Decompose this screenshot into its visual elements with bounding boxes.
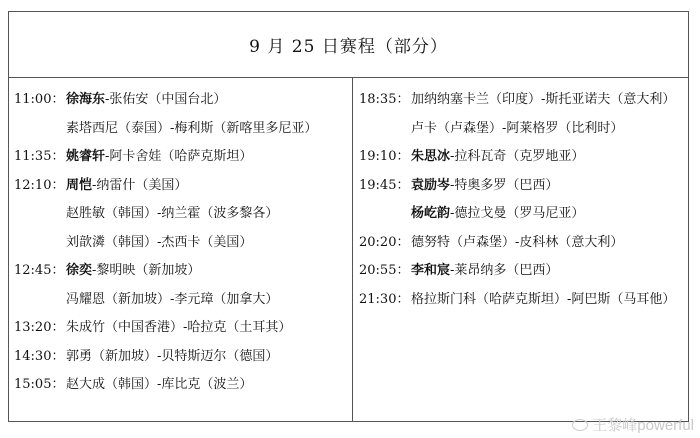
match-row xyxy=(359,86,684,115)
match-row xyxy=(359,286,684,315)
match-time: 19:45： xyxy=(359,177,410,193)
chinese-player: 袁励岑 xyxy=(411,177,451,193)
match-time: 12:10： xyxy=(14,177,65,193)
chinese-player: 朱思冰 xyxy=(411,149,451,164)
match-time xyxy=(14,200,66,229)
column-divider xyxy=(352,78,353,421)
match-row xyxy=(14,343,344,372)
match-detail: -黎明映（新加坡） xyxy=(92,263,201,278)
match-time: 18:35： xyxy=(359,92,410,107)
match-time xyxy=(359,200,411,229)
match-detail: -特奥多罗（巴西） xyxy=(450,177,559,193)
match-row xyxy=(14,200,344,229)
match-detail: 加纳纳塞卡兰（印度）-斯托亚诺夫（意大利） xyxy=(411,92,676,107)
match-row xyxy=(359,257,684,286)
match-detail: 朱成竹（中国香港）-哈拉克（土耳其） xyxy=(66,320,292,335)
weibo-icon xyxy=(572,419,588,431)
match-time: 14:30： xyxy=(14,348,65,364)
match-row xyxy=(14,314,344,343)
title-row xyxy=(9,12,688,78)
match-row xyxy=(359,229,684,258)
match-detail: -莱昂纳多（巴西） xyxy=(450,263,559,278)
match-time xyxy=(14,229,66,258)
match-detail: 素塔西尼（泰国）-梅利斯（新喀里多尼亚） xyxy=(66,120,318,136)
match-time: 11:35： xyxy=(14,149,65,164)
chinese-player: 姚睿轩 xyxy=(66,149,106,164)
chinese-player: 徐奕 xyxy=(66,263,93,278)
match-detail: 刘歆潾（韩国）-杰西卡（美国） xyxy=(66,234,253,250)
match-detail: -阿卡舍娃（哈萨克斯坦） xyxy=(105,149,253,164)
match-time: 19:10： xyxy=(359,149,410,164)
match-row xyxy=(14,143,344,172)
chinese-player: 周恺 xyxy=(66,177,93,193)
match-detail: 郭勇（新加坡）-贝特斯迈尔（德国） xyxy=(66,348,279,364)
match-detail: -纳雷什（美国） xyxy=(92,177,188,193)
match-row xyxy=(14,286,344,315)
match-detail: 赵胜敏（韩国）-纳兰霍（波多黎各） xyxy=(66,206,279,221)
match-time: 20:20： xyxy=(359,234,410,250)
match-time xyxy=(359,115,411,144)
match-time xyxy=(14,115,66,144)
match-time: 15:05： xyxy=(14,377,65,392)
match-detail: -德拉戈曼（罗马尼亚） xyxy=(450,206,585,221)
match-row xyxy=(359,143,684,172)
match-detail: 卢卡（卢森堡）-阿莱格罗（比利时） xyxy=(411,120,624,136)
chinese-player: 徐海东 xyxy=(66,92,106,107)
match-row xyxy=(359,200,684,229)
match-row xyxy=(14,172,344,201)
chinese-player: 李和宸 xyxy=(411,263,451,278)
match-detail: 冯耀恩（新加坡）-李元璋（加拿大） xyxy=(66,291,279,307)
schedule-table xyxy=(8,11,689,422)
watermark xyxy=(572,414,694,435)
match-row xyxy=(14,257,344,286)
match-detail: -张佑安（中国台北） xyxy=(105,92,227,107)
match-detail: -拉科瓦奇（克罗地亚） xyxy=(450,149,585,164)
watermark-text: 王黎峰powerful xyxy=(592,417,694,434)
match-detail: 赵大成（韩国）-库比克（波兰） xyxy=(66,377,253,392)
match-detail: 德努特（卢森堡）-皮科林（意大利） xyxy=(411,234,624,250)
chinese-player: 杨屹韵 xyxy=(411,206,451,221)
match-row xyxy=(14,371,344,400)
match-time: 20:55： xyxy=(359,263,410,278)
match-row xyxy=(14,229,344,258)
match-time xyxy=(14,286,66,315)
match-detail: 格拉斯门科（哈萨克斯坦）-阿巴斯（马耳他） xyxy=(411,291,676,307)
match-time: 13:20： xyxy=(14,320,65,335)
match-time: 21:30： xyxy=(359,291,410,307)
match-row xyxy=(14,86,344,115)
match-row xyxy=(359,172,684,201)
match-time: 12:45： xyxy=(14,263,65,278)
left-column xyxy=(14,86,344,400)
right-column xyxy=(359,86,684,314)
match-row xyxy=(14,115,344,144)
match-time: 11:00： xyxy=(14,92,65,107)
match-row xyxy=(359,115,684,144)
schedule-title: 9 月 25 日赛程（部分） xyxy=(249,37,448,57)
